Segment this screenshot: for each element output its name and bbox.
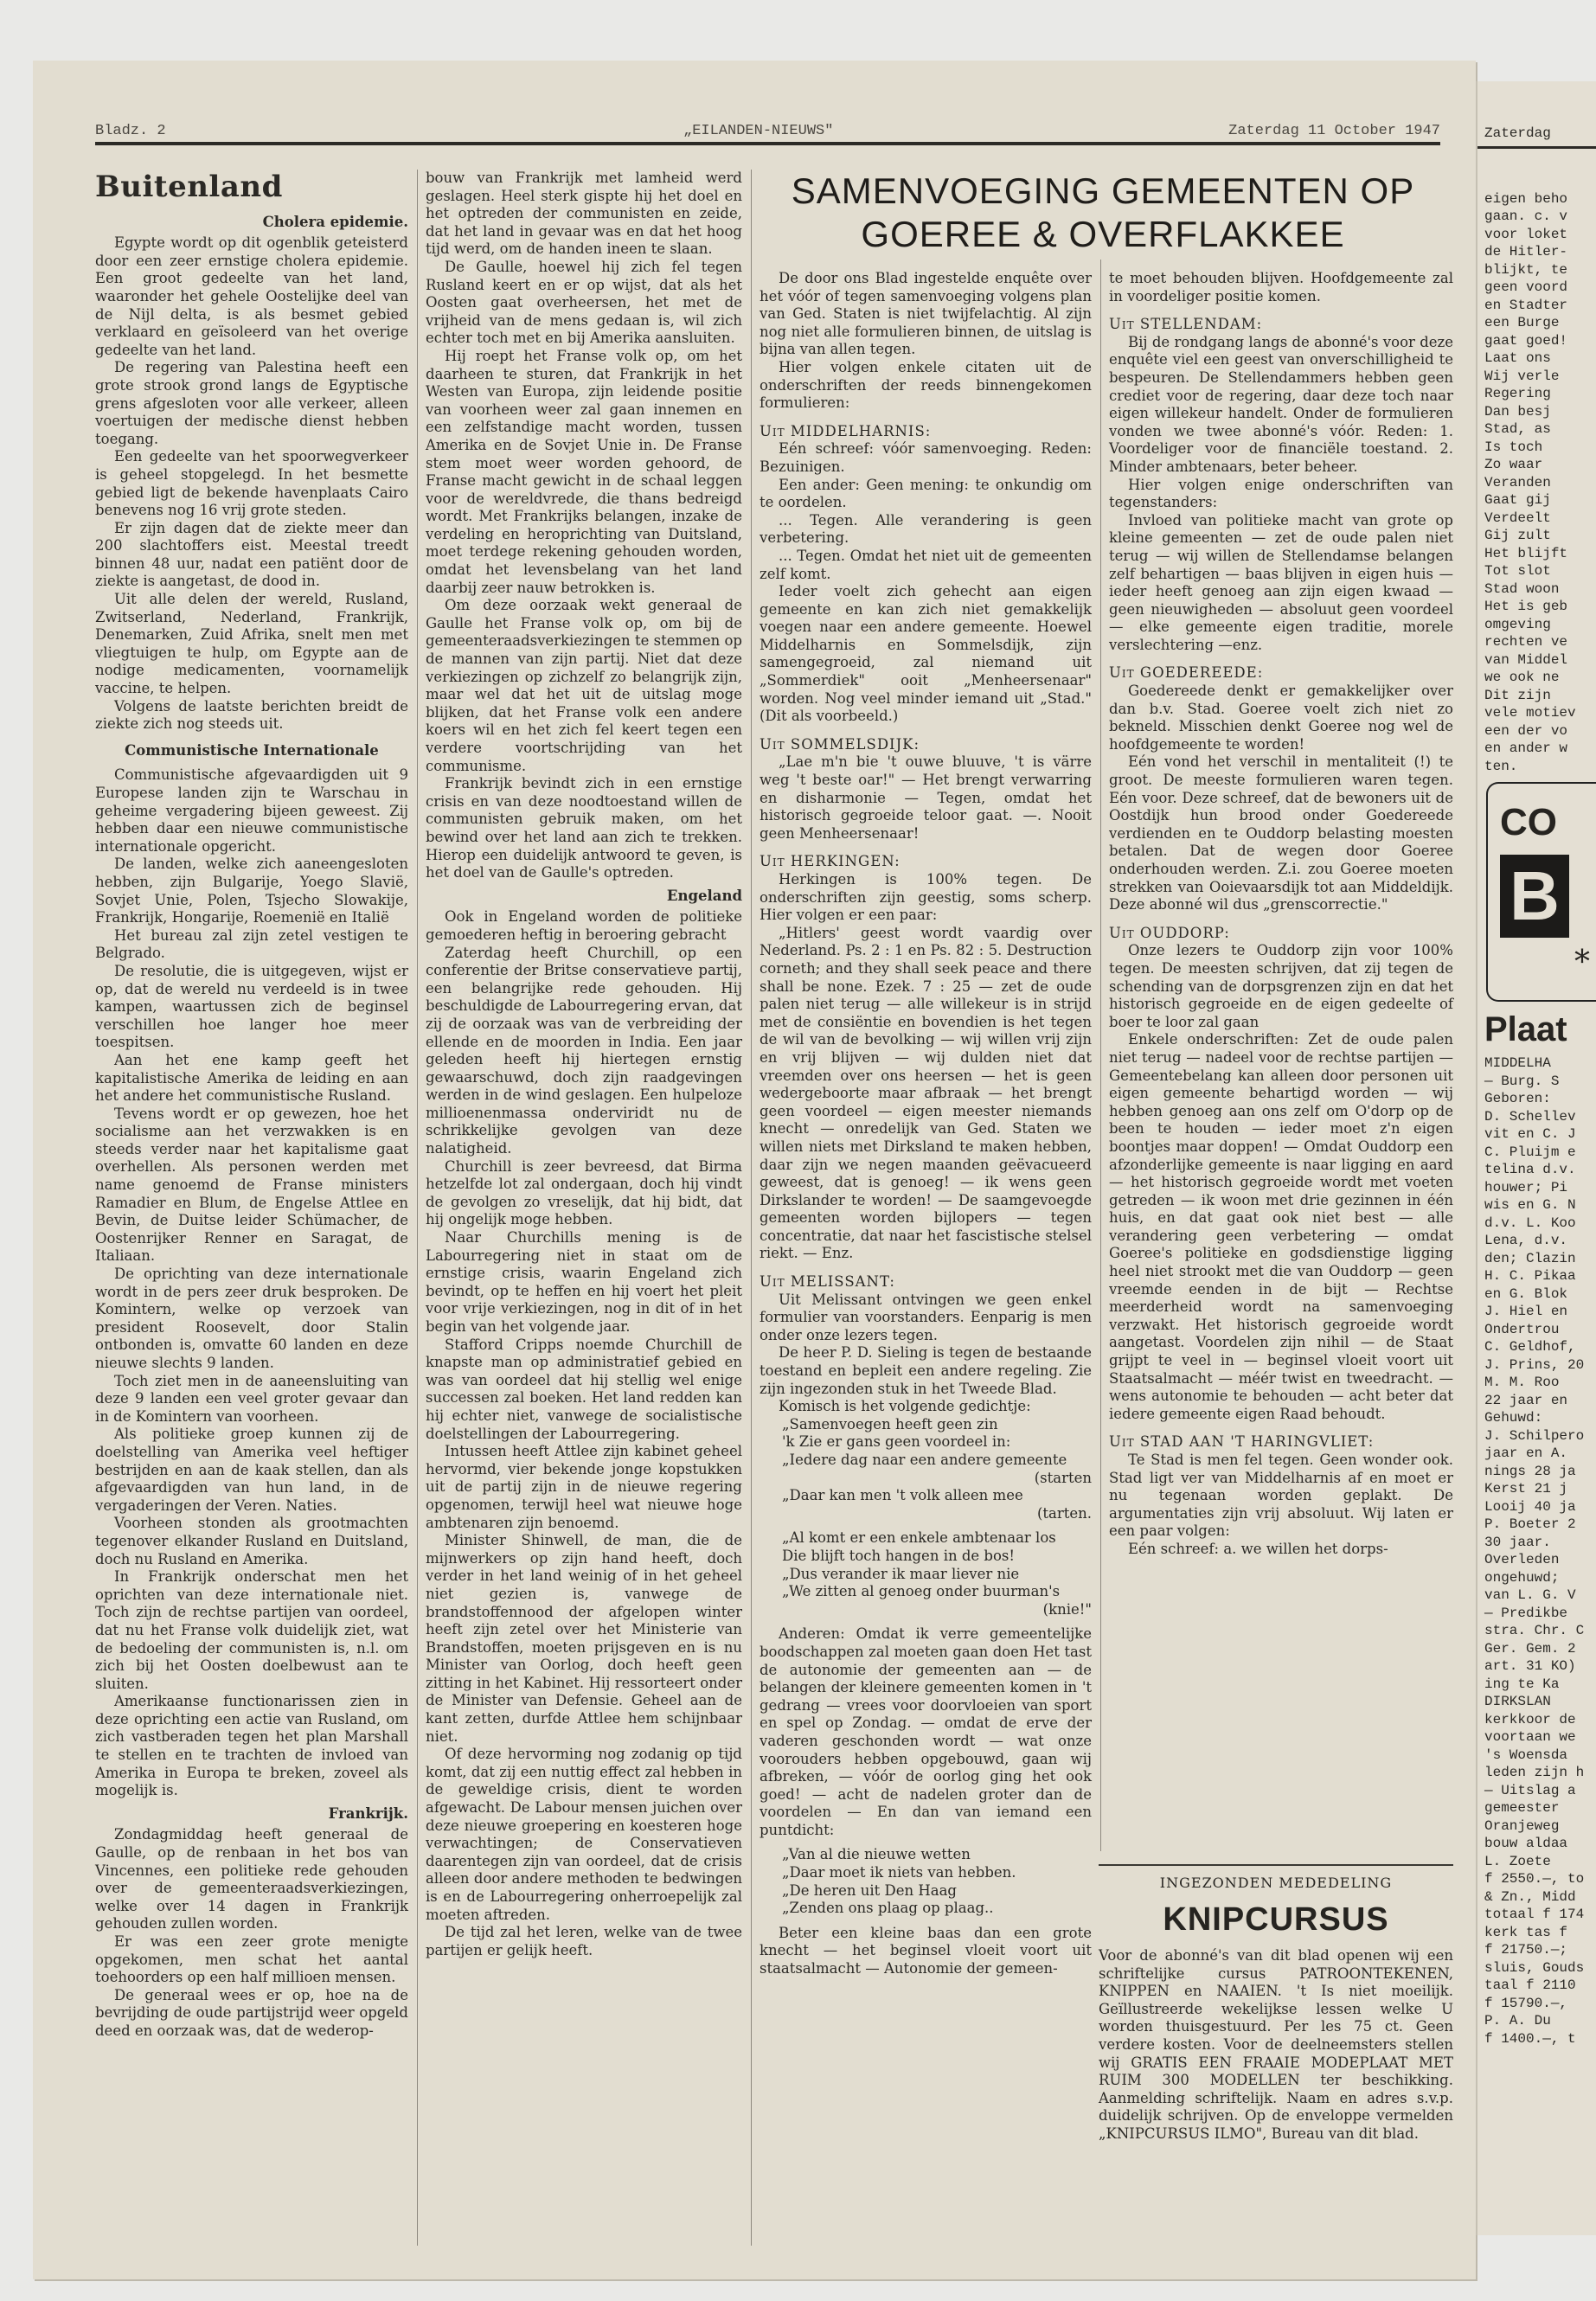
- edge-text-line: Ger. Gem. 2: [1484, 1640, 1576, 1657]
- ad-letters: CO: [1500, 801, 1557, 843]
- edge-text-line: f 1400.—, t: [1484, 2030, 1576, 2047]
- edge-text-line: taal f 2110: [1484, 1977, 1576, 1993]
- subhead: Engeland: [666, 887, 742, 904]
- edge-text-line: C. Geldhof,: [1484, 1339, 1576, 1355]
- paragraph: Een ander: Geen mening: te onkundig om te oordelen.: [760, 476, 1092, 511]
- ad-body: [1099, 1947, 1453, 2144]
- poem-line: (tarten.: [1036, 1504, 1092, 1522]
- edge-text-line: f 21750.—;: [1484, 1942, 1568, 1958]
- edge-text-line: ing te Ka: [1484, 1676, 1560, 1692]
- edge-text-line: gemeester: [1484, 1800, 1560, 1816]
- paragraph: Eén schreef: a. we willen het dorps-: [1128, 1540, 1388, 1557]
- edge-text-line: Looij 40 ja: [1484, 1498, 1576, 1515]
- edge-text-line: Gaat gij: [1484, 492, 1551, 508]
- place-heading: Uit STELLENDAM:: [1109, 316, 1263, 333]
- column-samenvoeging-2: [1109, 270, 1453, 1559]
- column-rule: [1100, 260, 1101, 1851]
- edge-text-line: 30 jaar.: [1484, 1534, 1551, 1550]
- paragraph: Stafford Cripps noemde Churchill de knapste man op administratief gebied en was van oordeel dat hij stellig wel enige successen zal boeken. Het land redden kan hij echter niet, vanwege de socialistische doelstellingen der Labourregering.: [426, 1336, 742, 1442]
- page-number: Bladz. 2: [95, 123, 166, 139]
- paragraph: De landen, welke zich aaneengesloten hebben, zijn Bulgarije, Yoego Slavië, Sovjet Unie, Polen, Tsjecho Slowakije, Frankrijk, Hongarije, Roemenië en Italië: [95, 856, 408, 926]
- paragraph: bouw van Frankrijk met lamheid werd geslagen. Heel sterk gispte hij het doel en het optreden der communisten en zeide, dat het land in gevaar was en dat het hoog tijd werd, om de handen ineen te slaan.: [426, 170, 742, 258]
- section-title: Buitenland: [95, 170, 283, 204]
- edge-text-line: Stad woon: [1484, 580, 1560, 597]
- poem-line: (knie!": [1042, 1600, 1092, 1618]
- paragraph: te moet behouden blijven. Hoofdgemeente zal in voordeliger positie komen.: [1109, 270, 1453, 304]
- edge-text-line: MIDDELHA: [1484, 1055, 1551, 1071]
- edge-text-line: ongehuwd;: [1484, 1569, 1560, 1586]
- edge-text-line: Kerst 21 j: [1484, 1481, 1568, 1497]
- paragraph: Er was een zeer grote menigte opgekomen, men schat het aantal toehoorders op een half millioen mensen.: [95, 1933, 408, 1986]
- place-heading: Uit SOMMELSDIJK:: [760, 735, 920, 753]
- paragraph: Frankrijk bevindt zich in een ernstige crisis en van deze noodtoestand willen de communisten gebruik maken, om het bewind over het land aan zich te trekken. Hierop een duidelijk antwoord te geven, is het doel van de Gaulle's optreden.: [426, 775, 742, 881]
- paragraph: De oprichting van deze internationale wordt in de pers zeer druk besproken. De Komintern, welke op verzoek van president Roosevelt, door Stalin ontbonden is, omvatte 60 landen en deze nieuwe slechts 9 landen.: [95, 1266, 408, 1371]
- star-icon: *: [1574, 945, 1590, 980]
- edge-text-line: kerkkoor de: [1484, 1711, 1576, 1727]
- poem-line: „Daar kan men 't volk alleen mee: [782, 1487, 1023, 1504]
- paragraph: Hier volgen enkele citaten uit de onderschriften der reeds binnengekomen formulieren:: [760, 358, 1092, 412]
- edge-text-line: M. M. Roo: [1484, 1375, 1560, 1390]
- edge-text-line: 's Woensda: [1484, 1747, 1568, 1763]
- edge-text-line: DIRKSLAN: [1484, 1694, 1551, 1709]
- paragraph: Anderen: Omdat ik verre gemeentelijke boodschappen zal moeten gaan doen Het tast de autonomie der gemeenten aan — de belangen der kleinere gemeenten komen in 't gedrang — vrees voor doorvloeien van sport en spel op Zondag. — omdat de erve der vaderen geschonden wordt — wat onze voorouders hebben opgebouwd, gaan wij afbreken, — vóór de oorlog ging het ook goed! — acht de nadelen groter dan de voordelen — En dan van iemand een puntdicht:: [760, 1625, 1092, 1838]
- paragraph: Of deze hervorming nog zodanig op tijd komt, dat zij een nuttig effect zal hebben in de geweldige crisis, dient te worden afgewacht. De Labour mensen juichen over deze nieuwe groepering en koesteren hoge verwachtingen; de Conservatieven daarentegen zijn van oordeel, dat de crisis alleen door andere methoden te bedwingen is en de Labourregering onherroepelijk zal moeten aftreden.: [426, 1746, 742, 1923]
- paragraph: Hij roept het Franse volk op, om het daarheen te sturen, dat Frankrijk in het Westen van Europa, zijn leidende positie van voorheen weer zal gaan innemen en een zelfstandige macht worden, tussen Amerika en de Sovjet Unie in. De Franse stem moet weer worden gehoord, de Franse macht gewicht in de schaal leggen voor de wereldvrede, die thans bedreigd wordt. Met Frankrijks belangen, inzake de verdeling en heroprichting van Duitsland, moet terdege rekening gehouden worden, omdat het levensbelang van het land daarbij zeer nauw betrokken is.: [426, 347, 742, 596]
- edge-text-line: en G. Blok: [1484, 1285, 1568, 1302]
- paragraph: Ook in Engeland worden de politieke gemoederen heftig in beroering gebracht: [426, 908, 742, 943]
- edge-text-line: bouw aldaa: [1484, 1836, 1568, 1851]
- paragraph: Zondagmiddag heeft generaal de Gaulle, op de renbaan in het bos van Vincennes, een politieke rede gehouden over de gemeenteraadsverkiezingen, welke over 14 dagen in Frankrijk gehouden zullen worden.: [95, 1826, 408, 1932]
- newspaper-name: „EILANDEN-NIEUWS": [683, 123, 834, 139]
- place-heading: Uit HERKINGEN:: [760, 853, 901, 870]
- poem-line: „Dus verander ik maar liever nie: [782, 1565, 1020, 1582]
- paragraph: In Frankrijk onderschat men het oprichten van deze internationale niet. Toch zijn de rechtse partijen van oordeel, dat nu het Franse volk duidelijk ziet, wat de bedoeling der communisten is, n.l. om zich bij het Oosten doelbewust aan te sluiten.: [95, 1568, 408, 1692]
- edge-text-line: ten.: [1484, 758, 1518, 774]
- edge-text-line: wis en G. N: [1484, 1197, 1576, 1213]
- place-heading: Uit MELISSANT:: [760, 1273, 895, 1291]
- paragraph: Minister Shinwell, de man, die de mijnwerkers op zijn hand heeft, doch verder in het land weinig of in het geheel niet gezien is, vanwege de brandstoffennood der afgelopen winter heeft zijn zetel over het Ministerie van Brandstoffen, moeten prijsgeven en is nu Minister van Oorlog, doch heeft geen zitting in het Kabinet. Hij ressorteert onder de Minister van Defensie. Geheel aan de kant zetten, durfde Attlee hem schijnbaar niet.: [426, 1532, 742, 1745]
- edge-text-line: Ondertrou: [1484, 1321, 1560, 1337]
- poem-line: „Iedere dag naar een andere gemeente: [782, 1452, 1067, 1468]
- edge-text-line: Dan besj: [1484, 403, 1551, 420]
- paragraph: Enkele onderschriften: Zet de oude palen niet terug — nadeel voor de rechtse partijen — Gemeentebelang kan alleen door personen uit eigen gemeente behartigd worden — wij hebben genoeg aan ons zelf om O'dorp op de been te houden — ieder moet z'n eigen boontjes maar doppen! — Omdat Ouddorp een afzonderlijke gemeente is naar ligging en aard — het historisch gegroeide wordt met voeten getreden — ik woon met drie gezinnen in één huis, en dat gaat ook niet best — alle verandering geen verbetering — omdat Goeree's politieke en godsdienstige ligging heel niet strookt met die van Ouddorp — geen vreemde eenden in de bijt — Rechtse meerderheid wordt na samenvoeging verzwakt. Het historisch gegroeide wordt aangetast. Voordelen zijn nihil — de Staat grijpt te veel in — beginsel vloeit voort uit Staatsalmacht — méér twist en tweedracht. — wens autonomie te behouden — acht beter dat iedere gemeente eigen Raad behoudt.: [1109, 1031, 1453, 1422]
- edge-text-line: Veranden: [1484, 474, 1551, 490]
- page-header: [95, 123, 1440, 145]
- next-page-text-bottom: [1477, 1054, 1596, 2048]
- poem-line: „De heren uit Den Haag: [782, 1881, 957, 1899]
- ad-text: Voor de abonné's van dit blad openen wij een schriftelijke cursus PATROONTEKENEN, KNIPPEN en NAAIEN. 't Is niet moeilijk. Geïllustreerde wekelijkse lessen welke U worden thuisgestuurd. Per les 75 ct. Geen verdere kosten. Voor de deelneemsters stellen wij GRATIS EEN FRAAIE MODEPLAAT MET RUIM 300 MODELLEN ter beschikking. Aanmelding schriftelijk. Naam en adres s.v.p. duidelijk schrijven. Op de enveloppe vermelden „KNIPCURSUS ILMO", Bureau van dit blad.: [1099, 1947, 1453, 2142]
- poem-line: „Van al die nieuwe wetten: [782, 1846, 971, 1863]
- edge-text-line: P. Boeter 2: [1484, 1516, 1576, 1532]
- paragraph: Een gedeelte van het spoorwegverkeer is geheel stopgelegd. In het besmette gebied ligt de bekende havenplaats Cairo benevens nog 16 vrij grote steden.: [95, 448, 408, 519]
- edge-text-line: Het blijft: [1484, 545, 1568, 561]
- edge-text-line: een Burge: [1484, 315, 1560, 330]
- edge-text-line: eigen beho: [1484, 190, 1568, 207]
- edge-text-line: J. Schilpero: [1484, 1427, 1585, 1444]
- paragraph: De regering van Palestina heeft een grote strook grond langs de Egyptische grens afgesloten voor alle verkeer, alleen voertuigen der medische dienst hebben toegang.: [95, 359, 408, 447]
- edge-text-line: we ook ne: [1484, 670, 1560, 685]
- edge-text-line: leden zijn h: [1484, 1765, 1585, 1780]
- edge-text-line: & Zn., Midd: [1484, 1888, 1576, 1905]
- paragraph: De tijd zal het leren, welke van de twee partijen er gelijk heeft.: [426, 1924, 742, 1958]
- edge-text-line: voortaan we: [1484, 1729, 1576, 1745]
- edge-text-line: C. Pluijm e: [1484, 1144, 1576, 1160]
- place-heading: Uit OUDDORP:: [1109, 924, 1230, 941]
- poem-line: „Samenvoegen heeft geen zin: [782, 1415, 998, 1433]
- edge-text-line: Is toch: [1484, 439, 1543, 455]
- edge-text-line: geen voord: [1484, 279, 1568, 295]
- paragraph: Het bureau zal zijn zetel vestigen te Belgrado.: [95, 926, 408, 962]
- edge-text-line: art. 31 KO): [1484, 1658, 1576, 1674]
- paragraph: Toch ziet men in de aaneensluiting van deze 9 landen een veel groter gevaar dan in de Komintern van voorheen.: [95, 1372, 408, 1425]
- paragraph: Zaterdag heeft Churchill, op een conferentie der Britse conservatieve partij, een belangrijke rede gehouden. Hij beschuldigde de Labourregering ervan, dat zij de oorzaak was van de verbreiding der ellende en de moorden in India. Een jaar geleden heeft hij hiertegen ernstig gewaarschuwd, doch zijn raadgevingen werden in de wind geslagen. Een hulpeloze millioenenmassa onderviridt nu de schrikkelijke gevolgen van deze nalatigheid.: [426, 944, 742, 1157]
- paragraph: Te Stad is men fel tegen. Geen wonder ook. Stad ligt ver van Middelharnis af en moet er nu tegenaan worden geplakt. De argumentaties zijn vrij absoluut. Wij laten er een paar volgen:: [1109, 1452, 1453, 1540]
- knipcursus-ad: [1099, 1864, 1453, 2234]
- edge-text-line: vele motiev: [1484, 705, 1576, 721]
- edge-text-line: Verdeelt: [1484, 510, 1551, 526]
- issue-date: Zaterdag 11 October 1947: [1228, 123, 1440, 139]
- column-buitenland: [95, 170, 408, 2041]
- paragraph: ... Tegen. Omdat het niet uit de gemeenten zelf komt.: [760, 547, 1092, 582]
- edge-text-line: Regering: [1484, 386, 1551, 401]
- poem-line: „Al komt er een enkele ambtenaar los: [782, 1529, 1056, 1547]
- paragraph: Als politieke groep kunnen zij de doelstelling van Amerika veel heftiger bestrijden en aan de kaak stellen, dan als afgevaardigden van hun land, in de vergaderingen der Veren. Naties.: [95, 1426, 408, 1514]
- edge-text-line: kerk tas f: [1484, 1924, 1568, 1940]
- paragraph: Aan het ene kamp geeft het kapitalistische Amerika de leiding en aan het andere het communistische Rusland.: [95, 1051, 408, 1105]
- edge-text-line: telina d.v.: [1484, 1162, 1576, 1177]
- paragraph: Eén vond het verschil in mentaliteit (!) te groot. De meeste formulieren waren tegen. Eén voor. Deze schreef, dat de bewoners uit de Oostdijk hun brood onder Goedereede verdienden en te Ouddorp belasting moesten betalen. Dat de wegen door Goeree onderhouden werden. Z.i. zou Goeree moeten strekken van Ooievaarsdijk tot aan Middeldijk. Deze abonné wil dus „grenscorrectie.": [1109, 753, 1453, 913]
- ad-label: INGEZONDEN MEDEDELING: [1159, 1875, 1393, 1891]
- paragraph: Communistische afgevaardigden uit 9 Europese landen zijn te Warschau in geheime vergadering bijeen geweest. Zij hebben daar een nieuwe communistische internationale opgericht.: [95, 766, 408, 855]
- edge-text-line: van Middel: [1484, 651, 1568, 668]
- paragraph: Eén schreef: vóór samenvoeging. Reden: Bezuinigen.: [760, 440, 1092, 475]
- edge-text-line: — Burg. S: [1484, 1073, 1560, 1089]
- paragraph: Uit alle delen der wereld, Rusland, Zwitserland, Nederland, Frankrijk, Denemarken, Zuid Afrika, snelt men met vliegtuigen te hulp, om Egypte aan de nodige medicamenten, voornamelijk vaccine, te helpen.: [95, 591, 408, 697]
- place-heading: Uit GOEDEREEDE:: [1109, 664, 1264, 682]
- edge-text-line: — Uitslag a: [1484, 1782, 1576, 1798]
- poem-line: 'k Zie er gans geen voordeel in:: [782, 1433, 1011, 1451]
- edge-text-line: voor loket: [1484, 226, 1568, 242]
- edge-text-line: sluis, Gouds: [1484, 1959, 1585, 1976]
- article-headline: SAMENVOEGING GEMEENTEN OP GOEREE & OVERFLAKKEE: [791, 170, 1415, 254]
- column-rule: [751, 170, 752, 2246]
- edge-text-line: d.v. L. Koo: [1484, 1215, 1576, 1231]
- edge-text-line: Wij verle: [1484, 368, 1560, 384]
- edge-text-line: L. Zoete: [1484, 1853, 1551, 1869]
- paragraph: „Hitlers' geest wordt vaardig over Nederland. Ps. 2 : 1 en Ps. 82 : 5. Destruction corneth; and they shall seek peace and there shall be none. Ezek. 7 : 25 — zet de oude palen niet terug — alle willekeur is in strijd met de consiëntie en bovendien is het tegen de wil van de bevolking — wij willen vrij zijn en vrij blijven — wij dulden niet dat vreemden over ons heersen — het is geen wedergeboorte maar afbraak — het brengt geen voordeel — eigen meester niemands knecht — onredelijk van Ged. Staten we willen niets met Dirksland te maken hebben, daar zijn we negen maanden geëvacueerd geweest, dat is genoeg! — ik wens geen Dirkslander te worden! — De saamgevoegde gemeenten worden bijlopers — tegen concentratie, dat naar het fascistische stelsel riekt. — Enz.: [760, 924, 1092, 1262]
- edge-text-line: Het is geb: [1484, 599, 1568, 614]
- paragraph: Hier volgen enige onderschriften van tegenstanders:: [1109, 476, 1453, 511]
- paragraph: De Gaulle, hoewel hij zich fel tegen Rusland keert en er op wijst, dat als het Oosten gaat overheersen, het met de vrijheid van de mens gedaan is, wil zich echter toch met en bij Amerika aansluiten.: [426, 258, 742, 347]
- edge-text-line: de Hitler-: [1484, 244, 1568, 260]
- paragraph: „Lae m'n bie 't ouwe bluuve, 't is värre weg 't beste oar!" — Het brengt verwarring en disharmonie — Tegen, omdat het historisch gegroeide teloor gaat. —. Nooit geen Menheersenaar!: [760, 753, 1092, 842]
- edge-text-line: Laat ons: [1484, 350, 1551, 366]
- edge-text-line: Oranjeweg: [1484, 1817, 1560, 1834]
- paragraph: ... Tegen. Alle verandering is geen verbetering.: [760, 511, 1092, 547]
- edge-text-line: Zo waar: [1484, 457, 1543, 472]
- edge-text-line: J. Hiel en: [1484, 1304, 1568, 1319]
- edge-text-line: H. C. Pikaa: [1484, 1268, 1576, 1284]
- poem-line: Die blijft toch hangen in de bos!: [782, 1547, 1016, 1564]
- edge-text-line: Gij zult: [1484, 528, 1551, 543]
- edge-text-line: Dit zijn: [1484, 687, 1551, 703]
- edge-text-line: blijkt, te: [1484, 261, 1568, 278]
- edge-text-line: Overleden: [1484, 1552, 1560, 1567]
- place-heading: Uit STAD AAN 'T HARINGVLIET:: [1109, 1433, 1375, 1451]
- paragraph: Herkingen is 100% tegen. De onderschriften zijn geestig, soms scherp. Hier volgen er een paar:: [760, 871, 1092, 924]
- subhead: Communistische Internationale: [125, 741, 379, 759]
- next-page-header: Zaterdag: [1477, 125, 1596, 149]
- edge-text-line: J. Prins, 20: [1484, 1356, 1585, 1373]
- next-page-ad: [1486, 782, 1596, 1002]
- paragraph: Churchill is zeer bevreesd, dat Birma hetzelfde lot zal ondergaan, doch hij vindt de gevolgen zo vreselijk, dat hij bidt, dat hij ongelijk moge hebben.: [426, 1157, 742, 1228]
- edge-text-line: P. A. Du: [1484, 2013, 1551, 2029]
- paragraph: Amerikaanse functionarissen zien in deze oprichting een actie van Rusland, om zich vastberaden tegen het plan Marshall te stellen en te trachten de invloed van Amerika in Europa te breken, zoveel als mogelijk is.: [95, 1693, 408, 1799]
- paragraph: Naar Churchills mening is de Labourregering niet in staat om de ernstige crisis, waarin Engeland zich bevindt, op te heffen en hij voert het pleit voor vrije verkiezingen, nog in dit of in het begin van het volgende jaar.: [426, 1229, 742, 1335]
- place-heading: Uit MIDDELHARNIS:: [760, 422, 932, 439]
- edge-text-line: houwer; Pi: [1484, 1179, 1568, 1195]
- edge-text-line: vit en C. J: [1484, 1126, 1576, 1142]
- paragraph: Ieder voelt zich gehecht aan eigen gemeente en kan zich niet gemakkelijk voegen naar een andere gemeente. Hoewel Middelharnis en Sommelsdijk, zijn samengegroeid, zal niemand uit „Sommerdiek" ooit „Menheersenaar" worden. Nog veel minder iemand uit „Stad." (Dit als voorbeeld.): [760, 583, 1092, 725]
- poem-line: „Zenden ons plaag op plaag..: [782, 1900, 994, 1917]
- edge-text-line: totaal f 174: [1484, 1907, 1585, 1922]
- subhead: Cholera epidemie.: [262, 213, 408, 230]
- paragraph: Tevens wordt er op gewezen, hoe het socialisme aan het verzwakken is en steeds verder naar het kapitalisme gaat overhellen. Als personen werden met name genoemd de Franse ministers Ramadier en Blum, de Engelse Attlee en Bevin, de Duitse leider Schümacher, de Oostenrijker Renner en Saragat, de Italiaan.: [95, 1105, 408, 1265]
- paragraph: Uit Melissant ontvingen we geen enkel formulier van voorstanders. Eenparig is men onder onze lezers tegen.: [760, 1291, 1092, 1343]
- paragraph: Intussen heeft Attlee zijn kabinet geheel hervormd, vier bekende jonge kopstukken uit de partij zijn in de nieuwe regering opgenomen, terwijl heel wat nieuwe hoge ambtenaren zijn benoemd.: [426, 1443, 742, 1531]
- edge-text-line: rechten ve: [1484, 634, 1568, 650]
- subhead: Frankrijk.: [328, 1804, 408, 1822]
- edge-text-line: Gehuwd:: [1484, 1410, 1543, 1426]
- paragraph: Voorheen stonden als grootmachten tegenover elkander Rusland en Duitsland, doch nu Rusland en Amerika.: [95, 1515, 408, 1567]
- paragraph: Volgens de laatste berichten breidt de ziekte zich nog steeds uit.: [95, 697, 408, 733]
- ad-letter-block: B: [1500, 855, 1569, 938]
- edge-text-line: 22 jaar en: [1484, 1392, 1568, 1408]
- column-rule: [417, 170, 418, 2246]
- edge-text-line: jaar en A.: [1484, 1445, 1568, 1461]
- poem-line: (starten: [1034, 1469, 1092, 1486]
- ad-title: KNIPCURSUS: [1163, 1901, 1389, 1938]
- column-samenvoeging-1: [760, 270, 1092, 1978]
- edge-text-line: — Predikbe: [1484, 1605, 1568, 1621]
- paragraph: Egypte wordt op dit ogenblik geteisterd door een zeer ernstige cholera epidemie. Een groot gedeelte van het land, waaronder het gehele Oostelijke deel van de Nijl delta, is als besmet gebied verklaard en geïsoleerd van het overige gedeelte van het land.: [95, 234, 408, 358]
- edge-text-line: f 15790.—,: [1484, 1995, 1568, 2011]
- edge-text-line: en ander w: [1484, 740, 1568, 756]
- paragraph: De generaal wees er op, hoe na de bevrijding de oude partijstrijd weer opgeld deed en oorzaak was, dat de wederop-: [95, 1986, 408, 2039]
- edge-text-line: een der vo: [1484, 722, 1568, 739]
- paragraph: Er zijn dagen dat de ziekte meer dan 200 slachtoffers eist. Meestal treedt binnen 48 uur, nadat een patiënt door de ziekte is aangetast, de dood in.: [95, 519, 408, 590]
- paragraph: De door ons Blad ingestelde enquête over het vóór of tegen samenvoeging volgens plan van Ged. Staten is niet twijfelachtig. Al zijn nog niet alle formulieren binnen, de uitslag is bijna van allen tegen.: [760, 270, 1092, 358]
- edge-text-line: nings 28 ja: [1484, 1463, 1576, 1479]
- edge-text-line: stra. Chr. C: [1484, 1623, 1585, 1638]
- next-page-edge: [1476, 81, 1596, 2235]
- edge-text-line: D. Schellev: [1484, 1108, 1576, 1125]
- edge-text-line: Tot slot: [1484, 563, 1551, 579]
- paragraph: De resolutie, die is uitgegeven, wijst er op, dat de wereld nu verdeeld is in twee kampen, waartussen zich de beginsel verschillen hoe langer hoe meer toespitsen.: [95, 962, 408, 1051]
- poem-line: „We zitten al genoeg onder buurman's: [782, 1583, 1061, 1600]
- next-page-text-top: [1477, 190, 1596, 776]
- edge-text-line: gaan. c. v: [1484, 208, 1568, 224]
- edge-text-line: den; Clazin: [1484, 1250, 1576, 1266]
- edge-text-line: Lena, d.v.: [1484, 1233, 1568, 1248]
- poem-line: „Daar moet ik niets van hebben.: [782, 1864, 1016, 1881]
- next-page-heading: Plaat: [1484, 1010, 1567, 1048]
- edge-text-line: f 2550.—, to: [1484, 1871, 1585, 1887]
- paragraph: Komisch is het volgende gedichtje:: [779, 1398, 1031, 1415]
- column-frankrijk-engeland: [426, 170, 742, 1959]
- edge-text-line: van L. G. V: [1484, 1587, 1576, 1603]
- paragraph: De heer P. D. Sieling is tegen de bestaande toestand en bepleit een andere regeling. Zie zijn ingezonden stuk in het Tweede Blad.: [760, 1344, 1092, 1397]
- edge-text-line: Geboren:: [1484, 1091, 1551, 1106]
- paragraph: Onze lezers te Ouddorp zijn voor 100% tegen. De meesten schrijven, dat zij tegen de schending van de dorpsgrenzen zijn en dat het historisch gegroeide en de eigen gedeelte of boer te loor zal gaan: [1109, 942, 1453, 1030]
- edge-text-line: en Stadter: [1484, 297, 1568, 313]
- paragraph: Invloed van politieke macht van grote op kleine gemeenten — zet de oude palen niet terug — wij willen de Stellendamse belangen zelf behartigen — baas blijven in eigen huis — ieder heeft genoeg aan zijn eigen kwaad — geen nieuwigheden — absoluut geen voordeel — elke gemeente eigen traditie, morele verslechtering —enz.: [1109, 511, 1453, 653]
- paragraph: Goedereede denkt er gemakkelijker over dan b.v. Stad. Goeree voelt zich niet zo bekneld. Misschien denkt Goeree nog wel de hoofdgemeente te worden!: [1109, 683, 1453, 753]
- edge-text-line: Stad, as: [1484, 421, 1551, 437]
- edge-text-line: omgeving: [1484, 616, 1551, 632]
- paragraph: Bij de rondgang langs de abonné's voor deze enquête viel een geest van onverschilligheid te bespeuren. De Stellendammers hebben geen crediet voor de regering, daar deze toch naar eigen willekeur handelt. Onder de formulieren vonden we twee abonné's vóór. Reden: 1. Voordeliger voor de financiële toestand. 2. Minder ambtenaars, beter beheer.: [1109, 333, 1453, 475]
- edge-text-line: gaat goed!: [1484, 332, 1568, 349]
- paragraph: Om deze oorzaak wekt generaal de Gaulle het Franse volk op, om bij de gemeenteraadsverkiezingen te stemmen op de mannen van zijn partij. Niet dat deze verkiezingen op zichzelf zo belangrijk zijn, maar wel dat het uit de uitslag moge blijken, dat het Franse volk een andere koers wil en het zich fel keert tegen een verdere voortschrijding van het communisme.: [426, 597, 742, 774]
- paragraph: Beter een kleine baas dan een grote knecht — het beginsel vloeit voort uit staatsalmacht — Autonomie der gemeen-: [760, 1924, 1092, 1977]
